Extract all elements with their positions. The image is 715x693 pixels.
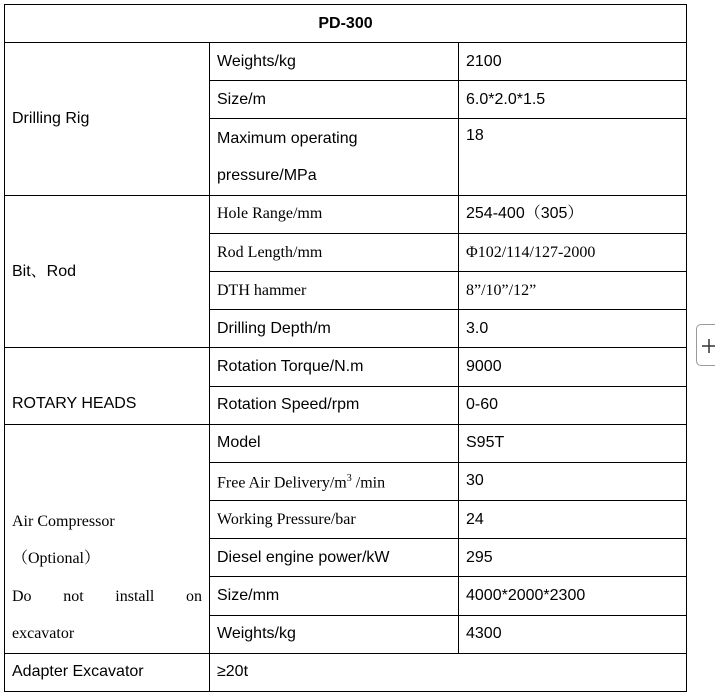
param-cell-multiline bbox=[210, 119, 459, 195]
value-cell: Φ102/114/127-2000 bbox=[459, 233, 687, 271]
param-main: Free Air Delivery/m bbox=[217, 474, 347, 492]
value-cell: 3.0 bbox=[459, 310, 687, 348]
value-cell: 0-60 bbox=[459, 386, 687, 424]
param-cell: DTH hammer bbox=[210, 272, 459, 310]
value-cell: S95T bbox=[459, 424, 687, 462]
param-cell: Model bbox=[210, 424, 459, 462]
value-cell: ≥20t bbox=[210, 653, 687, 691]
param-cell: Hole Range/mm bbox=[210, 195, 459, 233]
spec-table bbox=[4, 4, 687, 692]
table-row bbox=[5, 43, 687, 81]
param-superscript: 3 bbox=[346, 473, 352, 485]
param-cell: Size/mm bbox=[210, 577, 459, 615]
table-row bbox=[5, 348, 687, 386]
param-cell: Weights/kg bbox=[210, 43, 459, 81]
value-cell: 295 bbox=[459, 539, 687, 577]
label-line-justified bbox=[12, 578, 202, 616]
label-word: not bbox=[63, 587, 84, 605]
label-word: Do bbox=[12, 587, 32, 605]
value-cell: 18 bbox=[459, 119, 687, 195]
section-label-drilling-rig: Drilling Rig bbox=[5, 43, 210, 196]
label-word: install bbox=[115, 587, 155, 605]
param-cell bbox=[210, 462, 459, 500]
label-line: Air Compressor bbox=[12, 512, 115, 530]
section-label-adapter: Adapter Excavator bbox=[5, 653, 210, 691]
value-cell: 4000*2000*2300 bbox=[459, 577, 687, 615]
section-label-air-compressor bbox=[5, 424, 210, 653]
param-cell: Rotation Speed/rpm bbox=[210, 386, 459, 424]
value-cell: 4300 bbox=[459, 615, 687, 653]
param-tail: /min bbox=[351, 474, 386, 492]
title-row bbox=[5, 5, 687, 43]
param-cell: Rotation Torque/N.m bbox=[210, 348, 459, 386]
label-line: （Optional） bbox=[12, 550, 100, 568]
plus-icon bbox=[702, 339, 715, 353]
value-cell: 30 bbox=[459, 462, 687, 500]
value-cell: 9000 bbox=[459, 348, 687, 386]
section-label-bit-rod: Bit、Rod bbox=[5, 195, 210, 348]
table-row bbox=[5, 653, 687, 691]
param-cell: Diesel engine power/kW bbox=[210, 539, 459, 577]
table-row bbox=[5, 424, 687, 462]
param-line: Maximum operating bbox=[217, 129, 358, 147]
param-line: pressure/MPa bbox=[217, 167, 317, 185]
param-cell: Size/m bbox=[210, 81, 459, 119]
value-cell: 254-400（305） bbox=[459, 195, 687, 233]
param-cell: Rod Length/mm bbox=[210, 233, 459, 271]
param-cell: Drilling Depth/m bbox=[210, 310, 459, 348]
param-cell: Weights/kg bbox=[210, 615, 459, 653]
table-row bbox=[5, 195, 687, 233]
label-word: on bbox=[186, 587, 202, 605]
value-cell: 6.0*2.0*1.5 bbox=[459, 81, 687, 119]
param-cell: Working Pressure/bar bbox=[210, 501, 459, 539]
table-title: PD-300 bbox=[5, 5, 687, 43]
value-cell: 8”/10”/12” bbox=[459, 272, 687, 310]
label-line: excavator bbox=[12, 625, 75, 643]
value-cell: 2100 bbox=[459, 43, 687, 81]
section-label-rotary-heads: ROTARY HEADS bbox=[5, 348, 210, 424]
value-cell: 24 bbox=[459, 501, 687, 539]
add-button[interactable] bbox=[696, 324, 715, 366]
